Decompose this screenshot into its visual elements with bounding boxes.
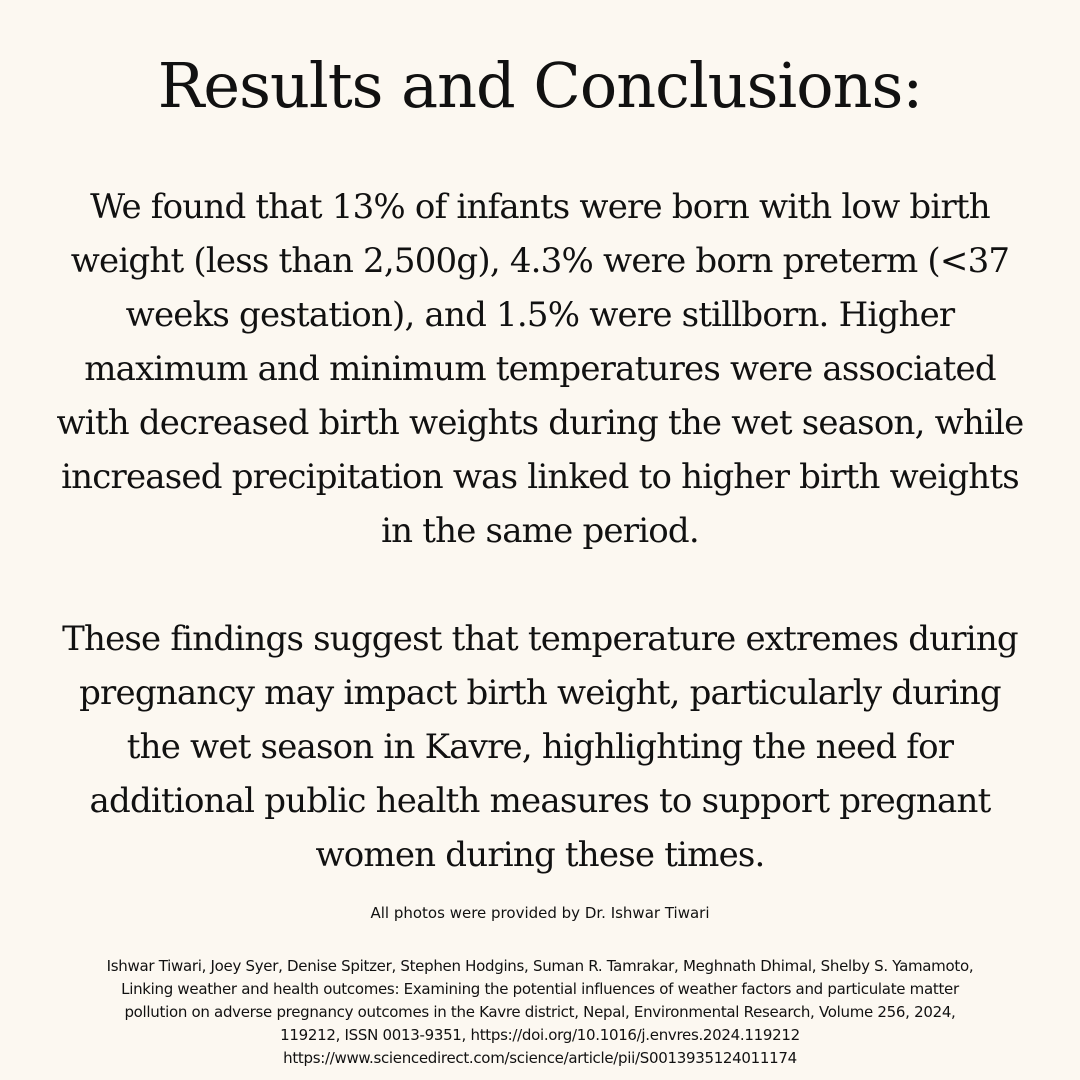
conclusions-paragraph <box>40 612 1040 882</box>
citation-line: pollution on adverse pregnancy outcomes in the Kavre district, Nepal, Environmental Research, Volume 256, 2024, <box>124 1003 956 1021</box>
results-line: with decreased birth weights during the wet season, while <box>56 403 1024 443</box>
conclusions-line: the wet season in Kavre, highlighting the need for <box>126 727 954 767</box>
citation-line: Ishwar Tiwari, Joey Syer, Denise Spitzer, Stephen Hodgins, Suman R. Tamrakar, Meghnath Dhimal, Shelby S. Yamamoto, <box>106 957 974 975</box>
results-line: weight (less than 2,500g), 4.3% were born preterm (<37 <box>70 241 1010 281</box>
results-line: We found that 13% of infants were born with low birth <box>90 187 990 227</box>
citation-line: Linking weather and health outcomes: Examining the potential influences of weather factors and particulate matter <box>121 980 959 998</box>
conclusions-line: These findings suggest that temperature extremes during <box>62 619 1018 659</box>
citation-line[interactable]: 119212, ISSN 0013-9351, https://doi.org/10.1016/j.envres.2024.119212 <box>280 1026 800 1044</box>
results-line: in the same period. <box>381 511 699 551</box>
page-title: Results and Conclusions: <box>157 49 923 122</box>
results-line: increased precipitation was linked to higher birth weights <box>61 457 1019 497</box>
results-line: weeks gestation), and 1.5% were stillborn. Higher <box>125 295 955 335</box>
results-paragraph <box>40 180 1040 558</box>
conclusions-line: women during these times. <box>315 835 765 875</box>
citation-line[interactable]: https://www.sciencedirect.com/science/article/pii/S0013935124011174 <box>283 1049 797 1067</box>
citation <box>4 955 1076 1070</box>
conclusions-line: pregnancy may impact birth weight, particularly during <box>79 673 1001 713</box>
conclusions-line: additional public health measures to support pregnant <box>89 781 991 821</box>
results-line: maximum and minimum temperatures were associated <box>84 349 996 389</box>
photo-credit: All photos were provided by Dr. Ishwar Tiwari <box>370 904 710 922</box>
